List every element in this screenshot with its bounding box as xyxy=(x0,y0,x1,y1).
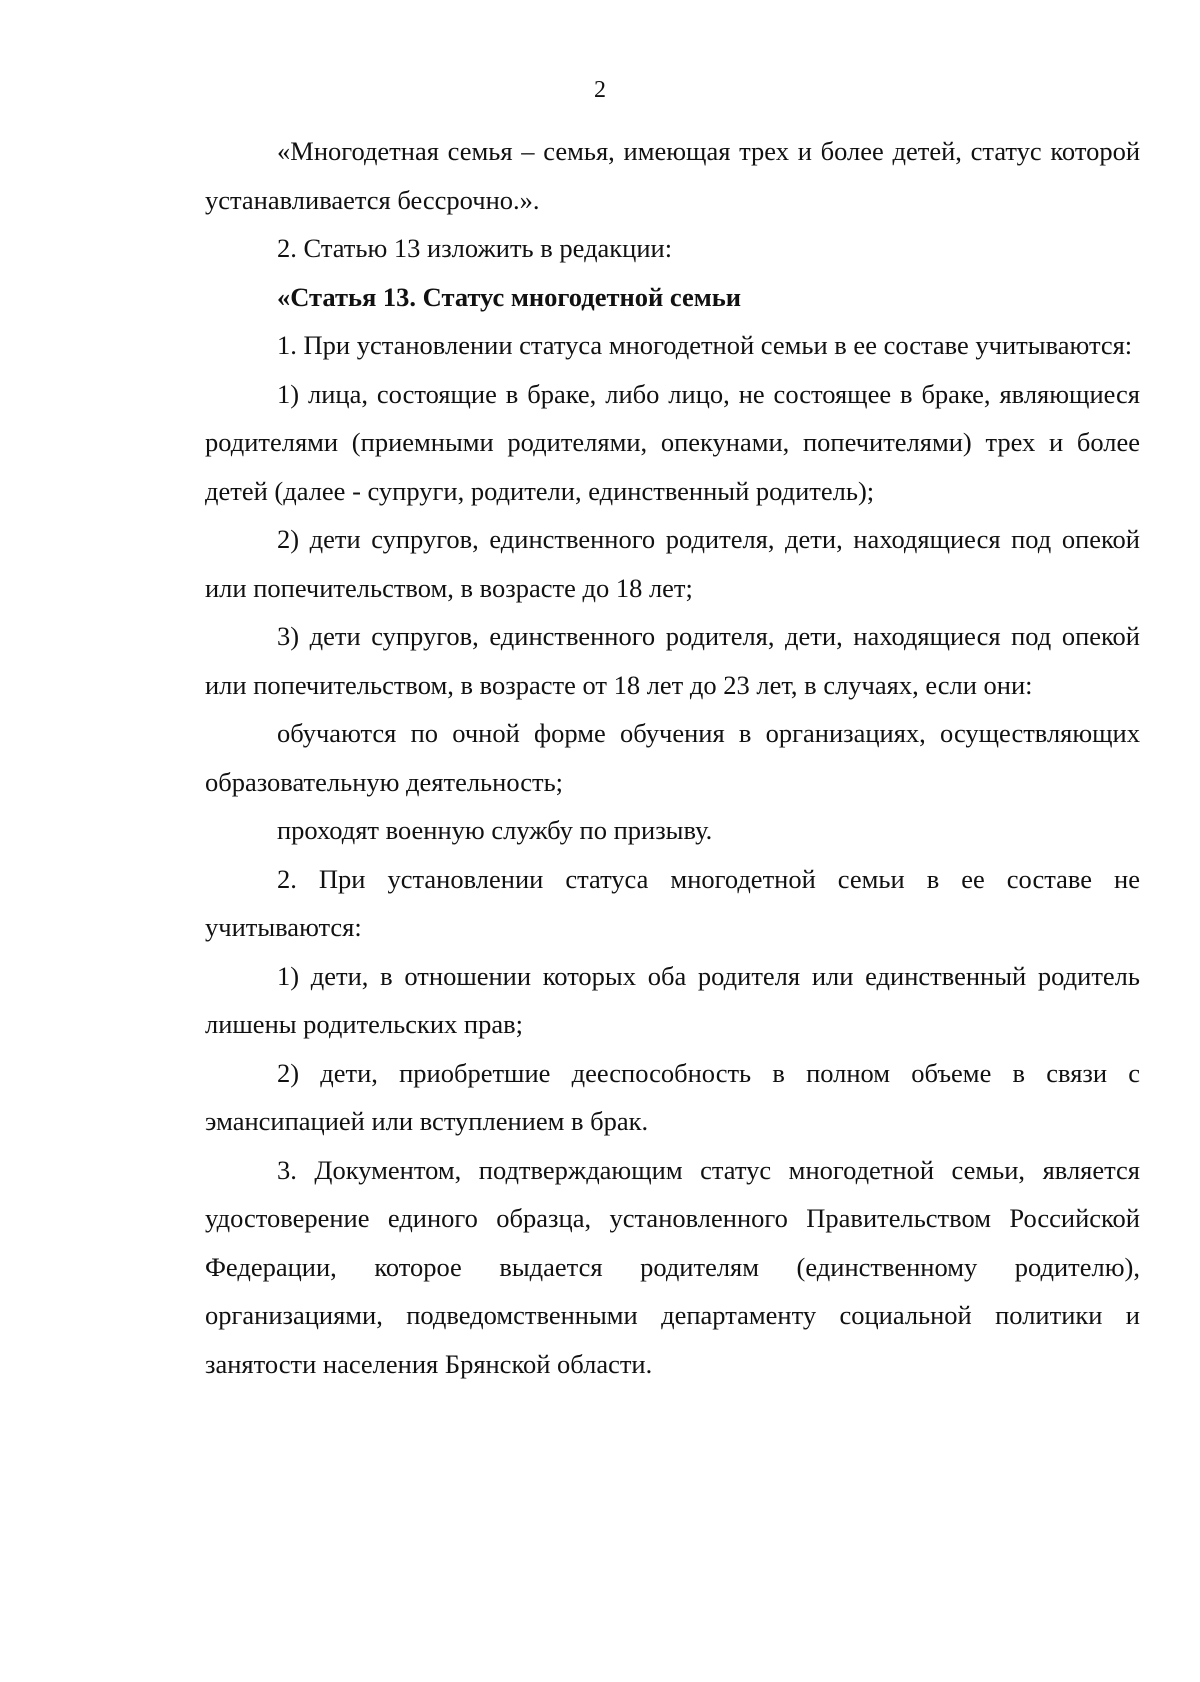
paragraph-clause-1-item-3: 3) дети супругов, единственного родителя, дети, находящиеся под опекой или попечительством, в возрасте от 18 лет до 23 лет, в случаях, если они: xyxy=(205,621,1140,700)
paragraph-amendment-instruction: 2. Статью 13 изложить в редакции: xyxy=(277,233,673,263)
page-number: 2 xyxy=(594,77,606,103)
paragraph-clause-3: 3. Документом, подтверждающим статус многодетной семьи, является удостоверение единого образца, установленного Правительством Российской Федерации, которое выдается родителям (единственному родителю), организациями, подведомственными департаменту социальной политики и занятости населения Брянской области. xyxy=(205,1154,1140,1379)
document-body xyxy=(205,127,1140,1388)
paragraph-clause-1-item-3-sub-2: проходят военную службу по призыву. xyxy=(277,815,713,845)
paragraph-clause-2: 2. При установлении статуса многодетной семьи в ее составе не учитываются: xyxy=(205,863,1140,942)
paragraph-clause-1-item-1: 1) лица, состоящие в браке, либо лицо, не состоящее в браке, являющиеся родителями (приемными родителями, опекунами, попечителями) трех и более детей (далее - супруги, родители, единственный родитель); xyxy=(205,378,1140,506)
paragraph-definition: «Многодетная семья – семья, имеющая трех и более детей, статус которой устанавливается бессрочно.». xyxy=(205,136,1140,215)
paragraph-clause-1-item-3-sub-1: обучаются по очной форме обучения в организациях, осуществляющих образовательную деятельность; xyxy=(205,718,1140,797)
paragraph-clause-2-item-1: 1) дети, в отношении которых оба родителя или единственный родитель лишены родительских прав; xyxy=(205,960,1140,1039)
paragraph-clause-2-item-2: 2) дети, приобретшие дееспособность в полном объеме в связи с эмансипацией или вступлением в брак. xyxy=(205,1057,1140,1136)
article-heading: «Статья 13. Статус многодетной семьи xyxy=(277,281,742,312)
paragraph-clause-1: 1. При установлении статуса многодетной семьи в ее составе учитываются: xyxy=(277,330,1133,360)
paragraph-clause-1-item-2: 2) дети супругов, единственного родителя, дети, находящиеся под опекой или попечительством, в возрасте до 18 лет; xyxy=(205,524,1140,603)
